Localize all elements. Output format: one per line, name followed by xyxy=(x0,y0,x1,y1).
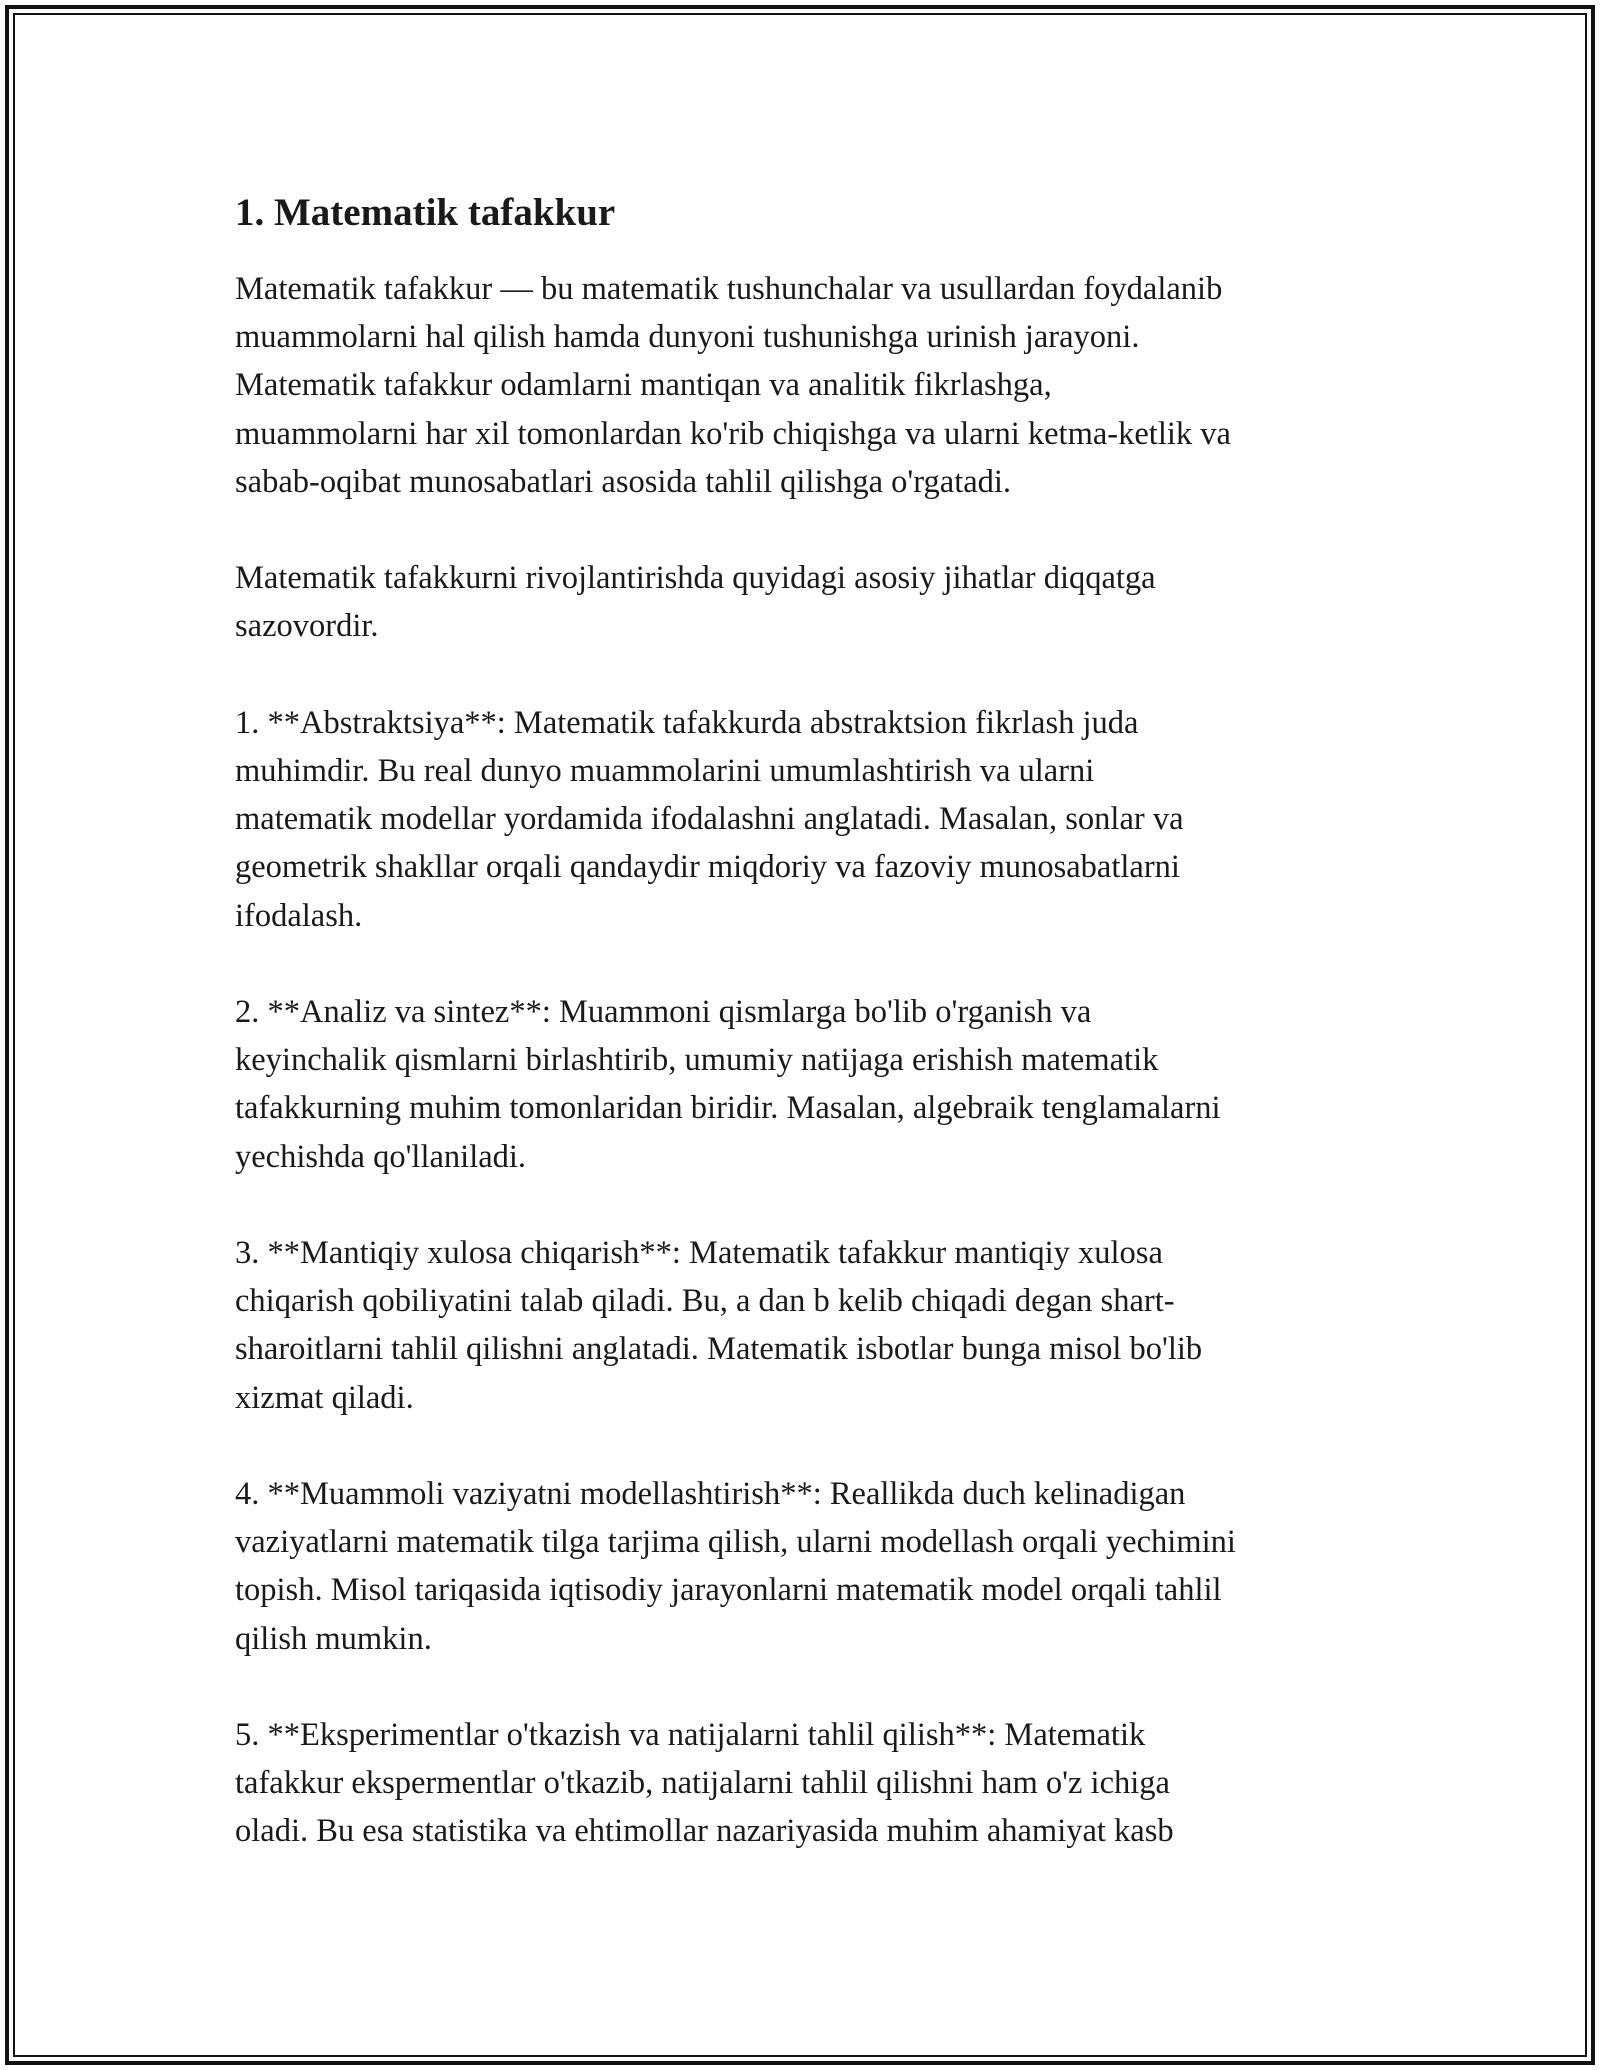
list-item-analysis-synthesis: 2. **Analiz va sintez**: Muammoni qismlarga bo'lib o'rganish va keyinchalik qismlarni birlashtirib, umumiy natijaga erishish matematik tafakkurning muhim tomonlaridan biridir. Masalan, algebraik tenglamalarni yechishda qo'llaniladi. xyxy=(235,994,1221,1175)
section-title: 1. Matematik tafakkur xyxy=(235,191,616,234)
aspects-intro-paragraph: Matematik tafakkurni rivojlantirishda quyidagi asosiy jihatlar diqqatga sazovordir. xyxy=(235,560,1156,645)
document-body xyxy=(235,185,1385,1856)
list-item-modeling: 4. **Muammoli vaziyatni modellashtirish**: Reallikda duch kelinadigan vaziyatlarni matematik tilga tarjima qilish, ularni modellash orqali yechimini topish. Misol tariqasida iqtisodiy jarayonlarni matematik model orqali tahlil qilish mumkin. xyxy=(235,1476,1236,1657)
list-item-abstraction: 1. **Abstraktsiya**: Matematik tafakkurda abstraktsion fikrlash juda muhimdir. Bu real dunyo muammolarini umumlashtirish va ularni matematik modellar yordamida ifodalashni anglatadi. Masalan, sonlar va geometrik shakllar orqali qandaydir miqdoriy va fazoviy munosabatlarni ifodalash. xyxy=(235,704,1184,934)
list-item-experiments: 5. **Eksperimentlar o'tkazish va natijalarni tahlil qilish**: Matematik tafakkur ekspermentlar o'tkazib, natijalarni tahlil qilishni ham o'z ichiga oladi. Bu esa statistika va ehtimollar nazariyasida muhim ahamiyat kasb xyxy=(235,1717,1174,1850)
list-item-logical-inference: 3. **Mantiqiy xulosa chiqarish**: Matematik tafakkur mantiqiy xulosa chiqarish qobiliyatini talab qiladi. Bu, a dan b kelib chiqadi degan shart- sharoitlarni tahlil qilishni anglatadi. Matematik isbotlar bunga misol bo'lib xizmat qiladi. xyxy=(235,1235,1203,1416)
intro-paragraph: Matematik tafakkur — bu matematik tushunchalar va usullardan foydalanib muammolarni hal qilish hamda dunyoni tushunishga urinish jarayoni. Matematik tafakkur odamlarni mantiqan va analitik fikrlashga, muammolarni har xil tomonlardan ko'rib chiqishga va ularni ketma-ketlik va sabab-oqibat munosabatlari asosida tahlil qilishga o'rgatadi. xyxy=(235,271,1231,500)
